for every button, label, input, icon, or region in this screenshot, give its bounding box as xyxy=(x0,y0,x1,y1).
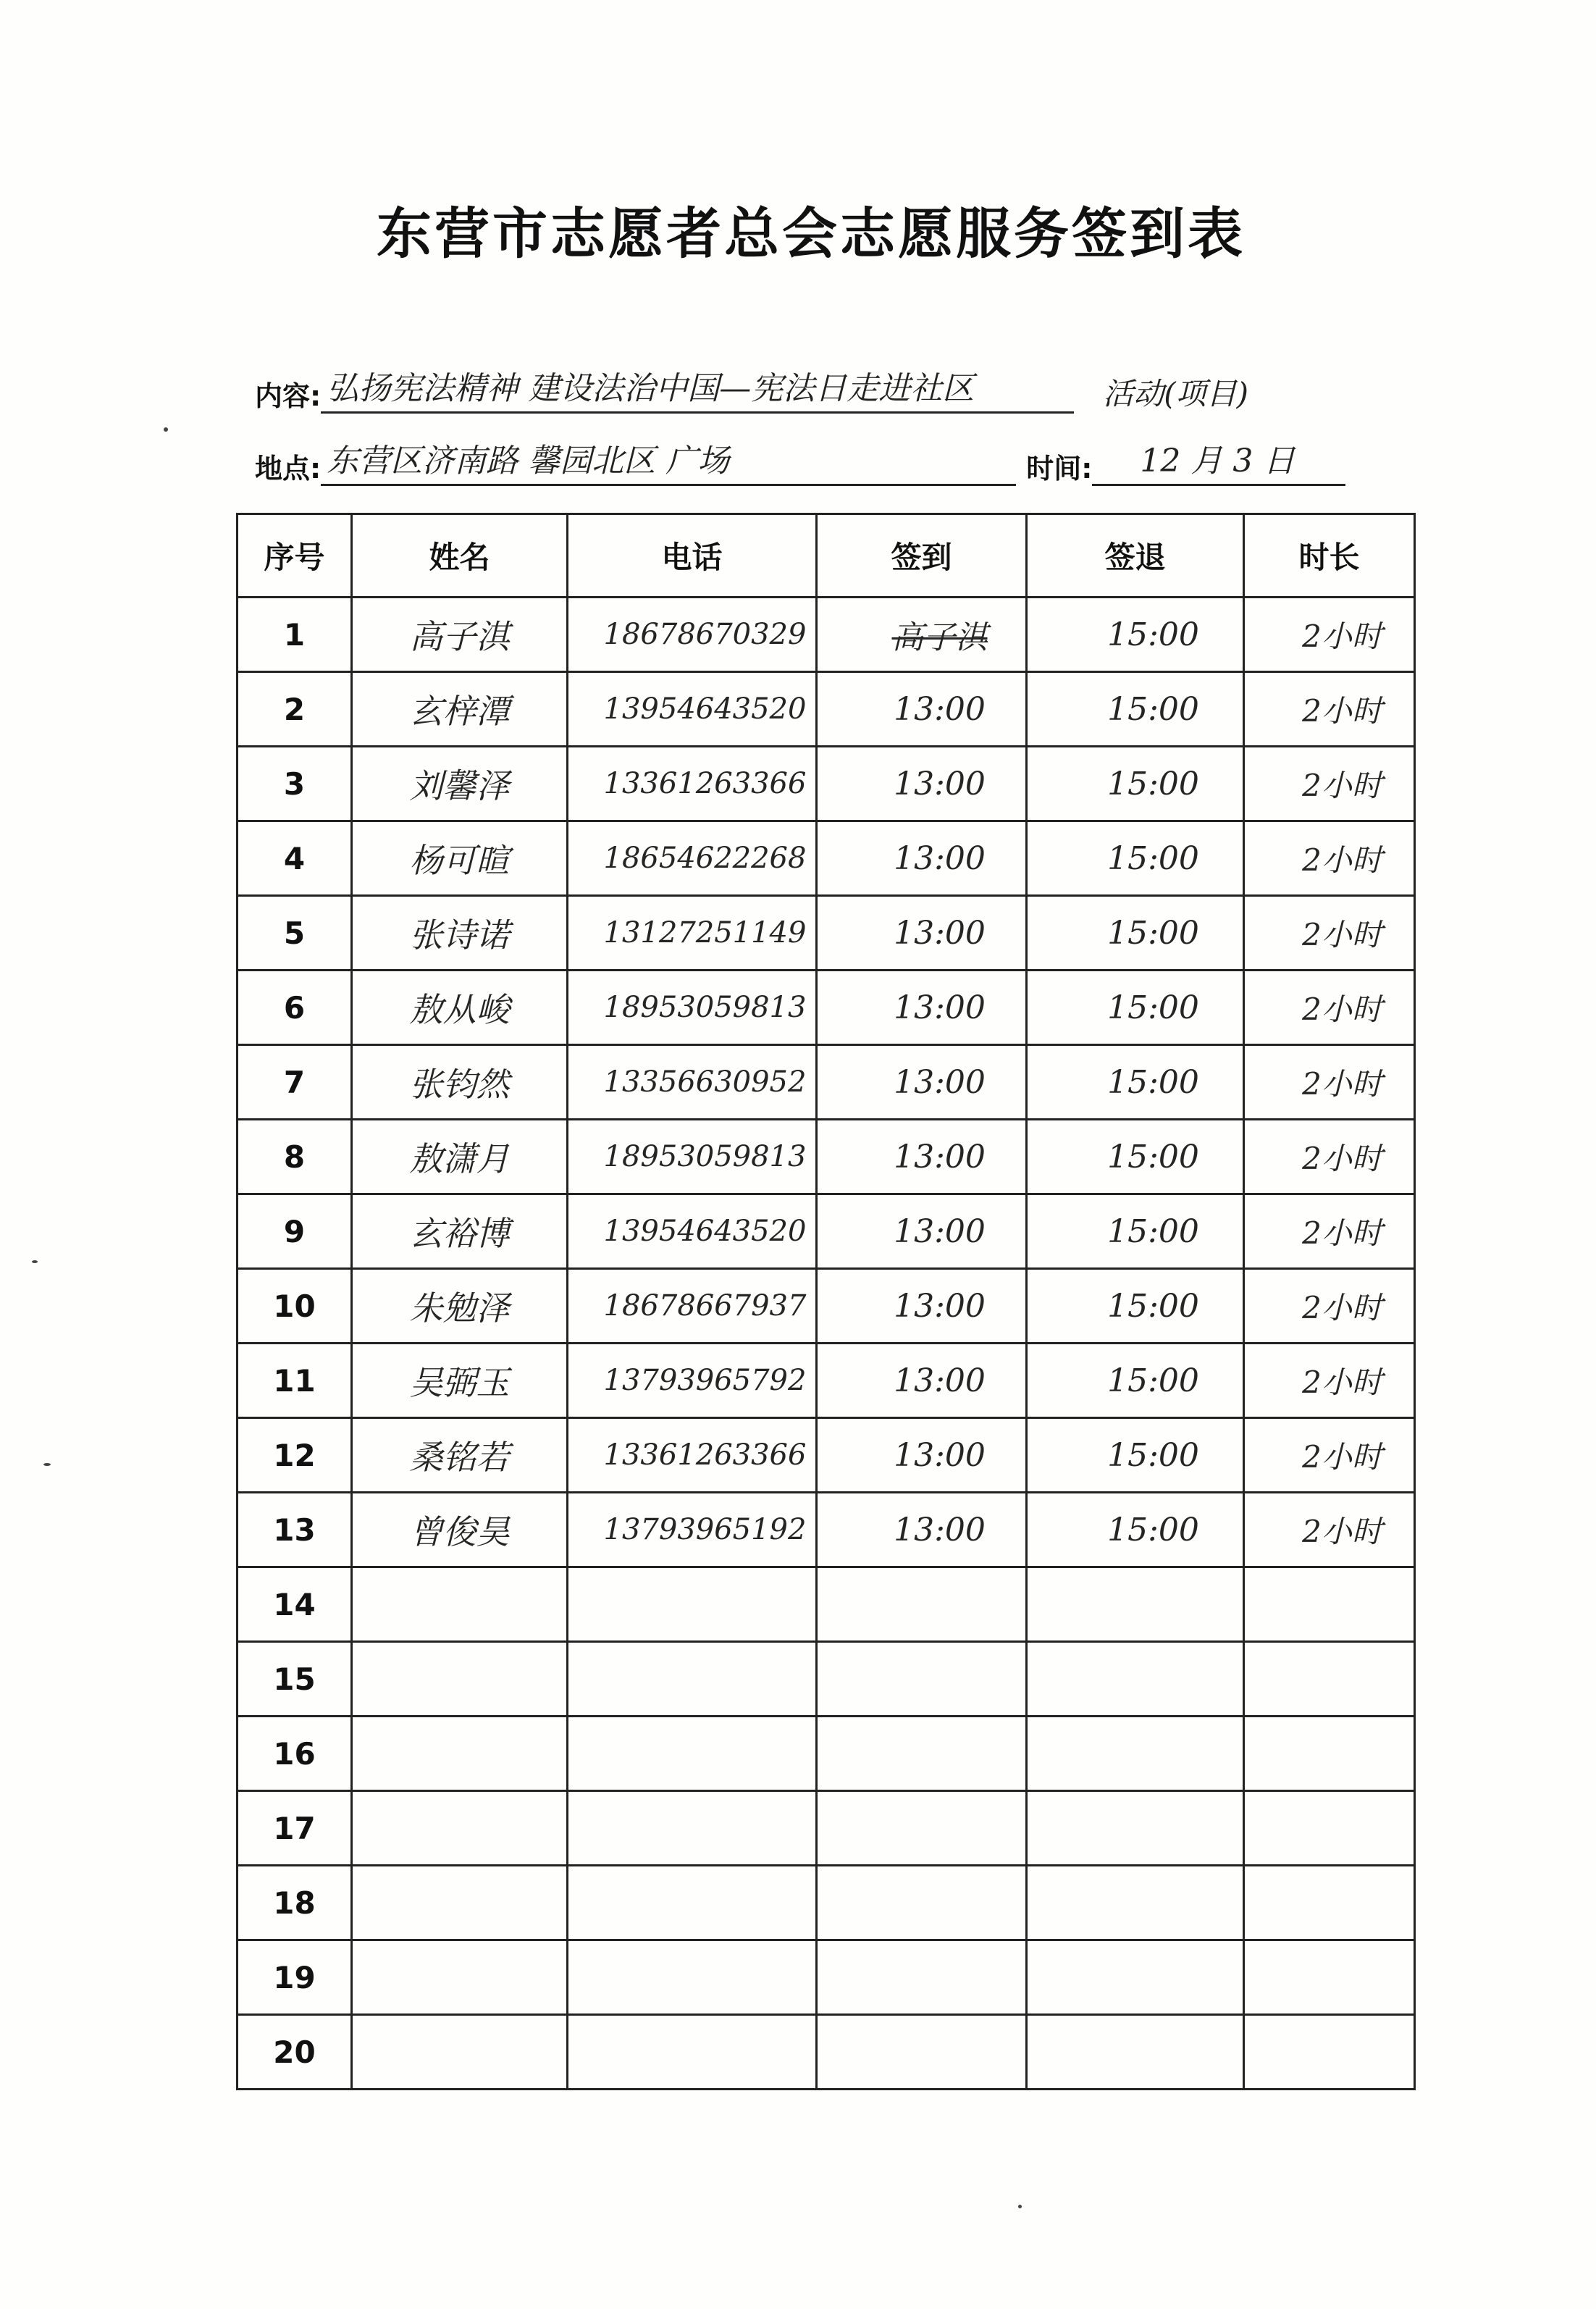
table-row xyxy=(238,896,1415,971)
row-sign-out: 15:00 xyxy=(1027,1120,1244,1194)
row-sign-out: 15:00 xyxy=(1027,672,1244,747)
row-sign-in: 13:00 xyxy=(817,1045,1027,1120)
row-number: 10 xyxy=(238,1269,352,1344)
row-sign-out xyxy=(1027,1940,1244,2015)
row-sign-out xyxy=(1027,2015,1244,2090)
location-value: 东营区济南路 馨园北区 广场 xyxy=(321,435,1016,486)
row-name: 桑铭若 xyxy=(352,1418,568,1493)
row-name xyxy=(352,1866,568,1940)
row-sign-in: 13:00 xyxy=(817,672,1027,747)
row-number: 19 xyxy=(238,1940,352,2015)
row-name: 敖从峻 xyxy=(352,971,568,1045)
row-sign-out: 15:00 xyxy=(1027,747,1244,821)
row-sign-out: 15:00 xyxy=(1027,1344,1244,1418)
row-duration xyxy=(1244,1791,1415,1866)
header-duration: 时长 xyxy=(1244,514,1415,598)
table-row xyxy=(238,2015,1415,2090)
row-duration: 2小时 xyxy=(1244,896,1415,971)
header-name: 姓名 xyxy=(352,514,568,598)
row-phone: 18654622268 xyxy=(568,821,817,896)
row-phone: 18953059813 xyxy=(568,1120,817,1194)
row-sign-in xyxy=(817,1940,1027,2015)
row-sign-in xyxy=(817,1866,1027,1940)
row-name xyxy=(352,1642,568,1717)
content-value: 弘扬宪法精神 建设法治中国—宪法日走进社区 xyxy=(321,362,1074,414)
row-number: 2 xyxy=(238,672,352,747)
table-row xyxy=(238,1866,1415,1940)
row-name: 刘馨泽 xyxy=(352,747,568,821)
row-sign-in: 13:00 xyxy=(817,971,1027,1045)
row-sign-out: 15:00 xyxy=(1027,971,1244,1045)
row-number: 4 xyxy=(238,821,352,896)
row-name: 吴弼玉 xyxy=(352,1344,568,1418)
row-duration: 2小时 xyxy=(1244,971,1415,1045)
time-value: 12 月 3 日 xyxy=(1092,435,1345,486)
row-name: 曾俊昊 xyxy=(352,1493,568,1567)
row-phone xyxy=(568,1940,817,2015)
row-name xyxy=(352,1717,568,1791)
row-number: 7 xyxy=(238,1045,352,1120)
row-number: 15 xyxy=(238,1642,352,1717)
table-row xyxy=(238,672,1415,747)
row-name: 玄裕博 xyxy=(352,1194,568,1269)
table-row xyxy=(238,1940,1415,2015)
row-name: 张钧然 xyxy=(352,1045,568,1120)
row-sign-out xyxy=(1027,1866,1244,1940)
table-body xyxy=(238,598,1415,2090)
scan-speck xyxy=(32,1260,38,1263)
row-sign-out xyxy=(1027,1642,1244,1717)
row-sign-out: 15:00 xyxy=(1027,1045,1244,1120)
scan-speck xyxy=(43,1463,51,1466)
row-sign-in: 13:00 xyxy=(817,747,1027,821)
row-name: 朱勉泽 xyxy=(352,1269,568,1344)
row-sign-out: 15:00 xyxy=(1027,1418,1244,1493)
row-sign-in: 13:00 xyxy=(817,1493,1027,1567)
table-row xyxy=(238,1269,1415,1344)
header-sign-out: 签退 xyxy=(1027,514,1244,598)
row-sign-in xyxy=(817,1717,1027,1791)
row-name: 敖潇月 xyxy=(352,1120,568,1194)
row-number: 11 xyxy=(238,1344,352,1418)
row-sign-in xyxy=(817,1567,1027,1642)
row-sign-out xyxy=(1027,1791,1244,1866)
row-phone xyxy=(568,1567,817,1642)
row-name xyxy=(352,1940,568,2015)
row-sign-in: 13:00 xyxy=(817,1194,1027,1269)
table-row xyxy=(238,1493,1415,1567)
row-phone: 13793965192 xyxy=(568,1493,817,1567)
row-sign-out: 15:00 xyxy=(1027,1194,1244,1269)
row-name xyxy=(352,1791,568,1866)
row-sign-out: 15:00 xyxy=(1027,896,1244,971)
row-phone: 13954643520 xyxy=(568,1194,817,1269)
row-number: 18 xyxy=(238,1866,352,1940)
row-name xyxy=(352,2015,568,2090)
table-row xyxy=(238,1418,1415,1493)
row-sign-in: 13:00 xyxy=(817,1120,1027,1194)
row-name: 杨可暄 xyxy=(352,821,568,896)
row-phone xyxy=(568,1866,817,1940)
row-duration xyxy=(1244,1866,1415,1940)
scan-speck xyxy=(1018,2205,1022,2208)
row-phone: 13361263366 xyxy=(568,1418,817,1493)
row-name xyxy=(352,1567,568,1642)
table-row xyxy=(238,1045,1415,1120)
table-row xyxy=(238,971,1415,1045)
header-no: 序号 xyxy=(238,514,352,598)
table-row xyxy=(238,1791,1415,1866)
table-row xyxy=(238,1567,1415,1642)
content-label: 内容: xyxy=(255,380,322,412)
table-row xyxy=(238,1194,1415,1269)
row-phone: 13793965792 xyxy=(568,1344,817,1418)
row-duration: 2小时 xyxy=(1244,1045,1415,1120)
row-duration: 2小时 xyxy=(1244,1120,1415,1194)
row-phone: 13361263366 xyxy=(568,747,817,821)
row-duration: 2小时 xyxy=(1244,1194,1415,1269)
content-suffix: 活动(项目) xyxy=(1103,376,1248,411)
row-number: 17 xyxy=(238,1791,352,1866)
row-duration xyxy=(1244,1940,1415,2015)
row-duration xyxy=(1244,1717,1415,1791)
row-phone: 18678667937 xyxy=(568,1269,817,1344)
form-title: 东营市志愿者总会志愿服务签到表 xyxy=(377,201,1246,266)
row-number: 13 xyxy=(238,1493,352,1567)
row-phone: 13954643520 xyxy=(568,672,817,747)
row-sign-in: 13:00 xyxy=(817,896,1027,971)
row-number: 5 xyxy=(238,896,352,971)
row-sign-in xyxy=(817,1642,1027,1717)
row-phone: 18678670329 xyxy=(568,598,817,672)
row-duration xyxy=(1244,1642,1415,1717)
row-sign-out: 15:00 xyxy=(1027,1493,1244,1567)
location-line xyxy=(255,435,1345,486)
header-sign-in: 签到 xyxy=(817,514,1027,598)
row-duration: 2小时 xyxy=(1244,1418,1415,1493)
table-header-row xyxy=(238,514,1415,598)
header-phone: 电话 xyxy=(568,514,817,598)
row-number: 9 xyxy=(238,1194,352,1269)
time-label: 时间: xyxy=(1026,453,1093,485)
table-row xyxy=(238,747,1415,821)
row-phone xyxy=(568,1791,817,1866)
row-duration: 2小时 xyxy=(1244,1344,1415,1418)
table-row xyxy=(238,1120,1415,1194)
row-sign-in: 高子淇 xyxy=(817,598,1027,672)
row-duration: 2小时 xyxy=(1244,821,1415,896)
row-number: 1 xyxy=(238,598,352,672)
row-phone: 18953059813 xyxy=(568,971,817,1045)
row-sign-out: 15:00 xyxy=(1027,821,1244,896)
row-phone xyxy=(568,2015,817,2090)
row-sign-out: 15:00 xyxy=(1027,598,1244,672)
row-sign-in xyxy=(817,2015,1027,2090)
row-duration: 2小时 xyxy=(1244,1493,1415,1567)
row-name: 玄梓潭 xyxy=(352,672,568,747)
row-phone xyxy=(568,1642,817,1717)
table-row xyxy=(238,598,1415,672)
row-phone: 13356630952 xyxy=(568,1045,817,1120)
location-label: 地点: xyxy=(255,453,322,485)
row-duration: 2小时 xyxy=(1244,747,1415,821)
row-duration xyxy=(1244,1567,1415,1642)
row-number: 16 xyxy=(238,1717,352,1791)
row-sign-out: 15:00 xyxy=(1027,1269,1244,1344)
row-phone xyxy=(568,1717,817,1791)
table-row xyxy=(238,821,1415,896)
row-sign-in: 13:00 xyxy=(817,1418,1027,1493)
row-number: 14 xyxy=(238,1567,352,1642)
content-line xyxy=(255,362,1248,414)
row-sign-in: 13:00 xyxy=(817,821,1027,896)
table-row xyxy=(238,1642,1415,1717)
table-row xyxy=(238,1344,1415,1418)
row-name: 高子淇 xyxy=(352,598,568,672)
table-row xyxy=(238,1717,1415,1791)
row-name: 张诗诺 xyxy=(352,896,568,971)
row-sign-in: 13:00 xyxy=(817,1269,1027,1344)
row-number: 20 xyxy=(238,2015,352,2090)
scan-speck xyxy=(164,427,168,432)
row-number: 8 xyxy=(238,1120,352,1194)
row-duration: 2小时 xyxy=(1244,1269,1415,1344)
row-number: 6 xyxy=(238,971,352,1045)
row-number: 3 xyxy=(238,747,352,821)
row-phone: 13127251149 xyxy=(568,896,817,971)
row-duration: 2小时 xyxy=(1244,598,1415,672)
sign-in-table xyxy=(236,513,1416,2090)
row-duration: 2小时 xyxy=(1244,672,1415,747)
row-number: 12 xyxy=(238,1418,352,1493)
row-duration xyxy=(1244,2015,1415,2090)
row-sign-out xyxy=(1027,1717,1244,1791)
row-sign-out xyxy=(1027,1567,1244,1642)
row-sign-in xyxy=(817,1791,1027,1866)
row-sign-in: 13:00 xyxy=(817,1344,1027,1418)
